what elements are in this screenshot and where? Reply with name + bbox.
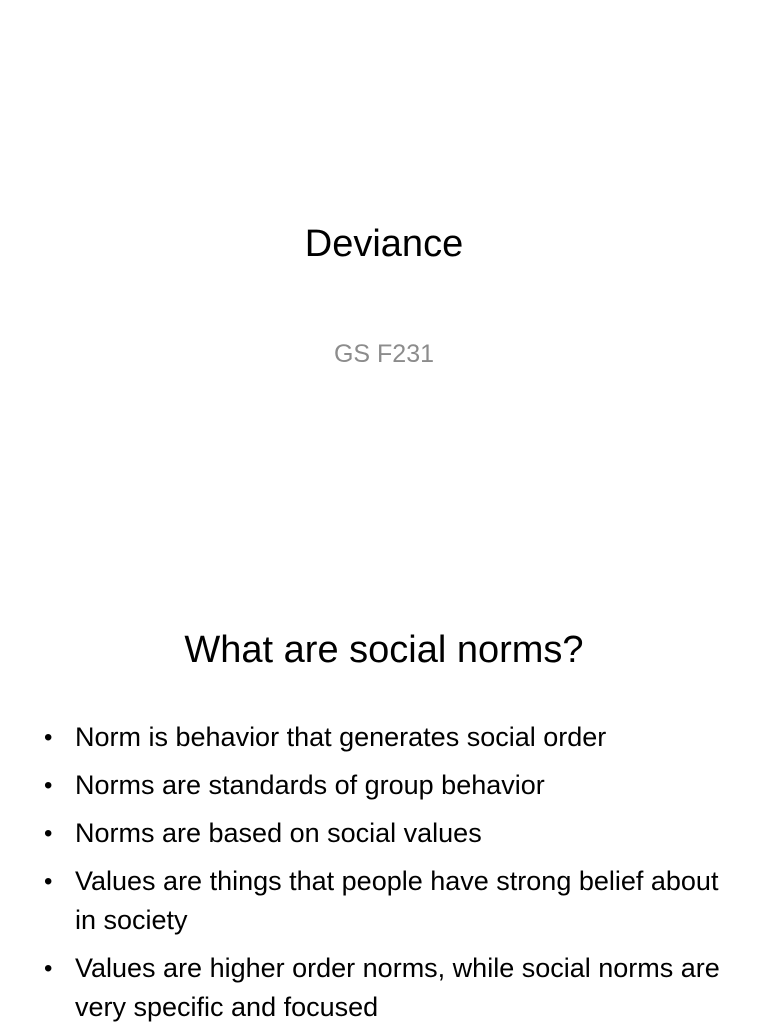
bullet-item [42, 718, 732, 757]
slide-heading: What are social norms? [184, 629, 584, 671]
bullet-dot-icon: • [44, 868, 53, 895]
slide-title-heading: Deviance [304, 223, 464, 265]
bullet-text: Norms are standards of group behavior [75, 770, 545, 800]
bullet-text: Values are things that people have strong belief about in society [75, 866, 719, 935]
bullet-item [42, 814, 732, 853]
bullet-item [42, 862, 732, 940]
bullet-dot-icon: • [44, 820, 53, 847]
bullet-item [42, 766, 732, 805]
bullet-dot-icon: • [44, 955, 53, 982]
bullet-dot-icon: • [44, 772, 53, 799]
slide-social-norms [0, 576, 768, 1024]
bullet-list [42, 718, 732, 1024]
bullet-text: Norm is behavior that generates social order [75, 722, 607, 752]
bullet-text: Norms are based on social values [75, 818, 482, 848]
slide-subtitle: GS F231 [333, 340, 435, 368]
bullet-item [42, 949, 732, 1024]
bullet-text: Values are higher order norms, while social norms are very specific and focused [75, 953, 720, 1022]
bullet-dot-icon: • [44, 724, 53, 751]
